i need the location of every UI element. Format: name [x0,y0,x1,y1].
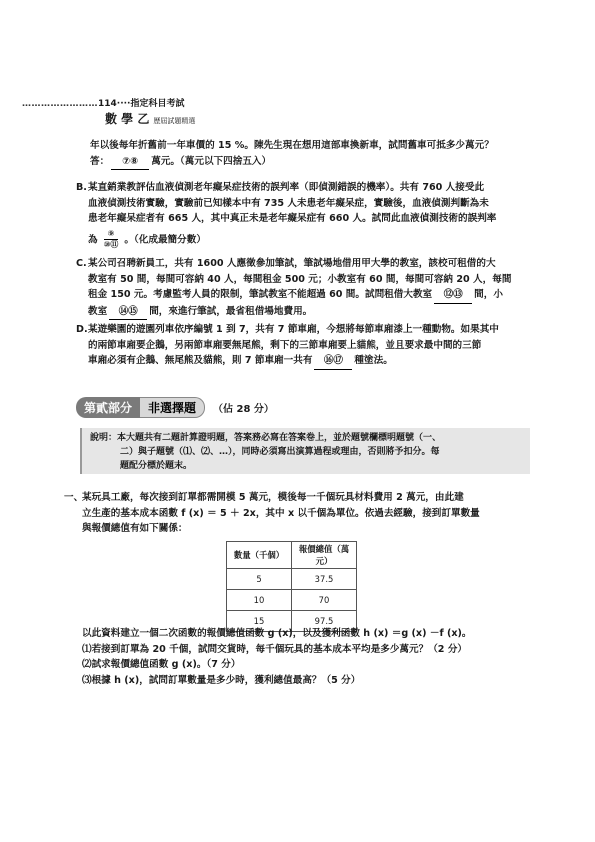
subquestion-1: ⑴若接到訂單為 20 千個，試問交貨時，每千個玩具的基本成本平均是多少萬元？（2 分） [82,643,468,655]
data-table [226,541,357,632]
page-number: 114 [98,99,117,109]
subquestion-3: ⑶根據 h (x)，試問訂單數量是多少時，獲利總值最高？（5 分） [82,674,361,686]
question-c: C. 某公司召聘新員工，共有 1600 人應徵參加筆試，筆試場地借用甲大學的教室，該校可租借的大 教室有 50 間，每間可容納 40 人，每間租金 500 元；小教室有 60 間，每間可容納 20 人，每間 租金 150 元。考慮監考人員的限制，筆試教室不能超過 60 間。試問租借大教室 ⑫⑬ 間，小 教室 ⑭⑮ 間，來進行筆試，最省租借場地費用。 [88,256,548,320]
question-d: D. 某遊樂園的遊園列車依序編號 1 到 7，共有 7 節車廂，今想將每節車廂漆上一種動物。如果其中 的兩節車廂要企鵝，另兩節車廂要無尾熊，剩下的三節車廂要上貓熊，並且要求最中間的三節 車廂必須有企鵝、無尾熊及貓熊，則 7 節車廂一共有 ⑯⑰ 種塗法。 [88,322,548,370]
table-row: 5 37.5 [227,569,357,590]
answer-blank: ⑯⑰ [314,353,352,370]
answer-blank: ⑭⑮ [109,304,147,321]
table-header-cell: 數量（千個） [227,542,292,569]
table-row: 10 70 [227,590,357,611]
instructions-box: 說明：本大題共有二題計算證明題，答案務必寫在答案卷上，並於題號欄標明題號（一、 二）與子題號（⑴、⑵、…），同時必須寫出演算過程或理由，否則將予扣分。每 題配分標於題末。 [80,428,530,474]
question-b: B. 某直銷業教評估血液偵測老年癡呆症技術的誤判率（即偵測錯誤的機率）。共有 760 人接受此 血液偵測技術實驗，實驗前已知樣本中有 735 人未患老年癡呆症，實驗後，血液偵測判斷為未 患老年癡呆症者有 665 人，其中真正未是老年癡呆症有 660 人。試問此血液偵測技術的誤判率 為 $\frac{\text{⑨}}{\text{⑩⑪}}$ 。（化成最簡分數） [76,182,497,249]
question-1-subparts: 以此資料建立一個二次函數的報價總值函數 g (x)，以及獲利函數 h (x) ＝g (x) －f (x)。 ⑴若接到訂單為 20 千個，試問交貨時，每千個玩具的基本成本平均是多少萬元？（2 分） ⑵試求報價總值函數 g (x)。（7 分） ⑶根據 h (x)，試問訂單數量是多少時，獲利總值最高？（5 分） [82,626,552,688]
subquestion-2: ⑵試求報價總值函數 g (x)。（7 分） [82,659,241,670]
answer-blank: ⑫⑬ [434,287,472,304]
question-1: 一、 某玩具工廠，每次接到訂單都需開模 5 萬元，模後每一千個玩具材料費用 2 萬元，由此建 立生產的基本成本函數 f (x) ＝ 5 ＋ 2x，其中 x 以千個為單位。依過去經驗，接到訂單數量 與報價總值有如下關係： [64,492,480,534]
table-row [227,542,357,569]
fraction-blank: $\frac{\text{⑨}}{\text{⑩⑪}}$ [103,228,119,249]
answer-blank: ⑦⑧ [111,154,149,171]
book-title: 指定科目考試 [130,99,185,109]
section-type: 非選擇題 [140,397,205,418]
section-part: 第貳部分 [76,397,140,418]
section-points: （佔 28 分） [213,403,274,415]
subject-title: 數 學 乙 歷屆試題精選 [105,112,196,126]
running-header: ……………………114····指定科目考試 [22,99,185,109]
table-row: 15 97.5 [227,611,357,632]
question-a-continued: 年以後每年折舊前一年車價的 15 %。陳先生現在想用這部車換新車，試問舊車可抵多少萬元？ 答： ⑦⑧ 萬元。（萬元以下四捨五入） [90,138,550,170]
section-heading [76,397,274,417]
table-header-cell: 報價總值（萬元） [292,542,357,569]
